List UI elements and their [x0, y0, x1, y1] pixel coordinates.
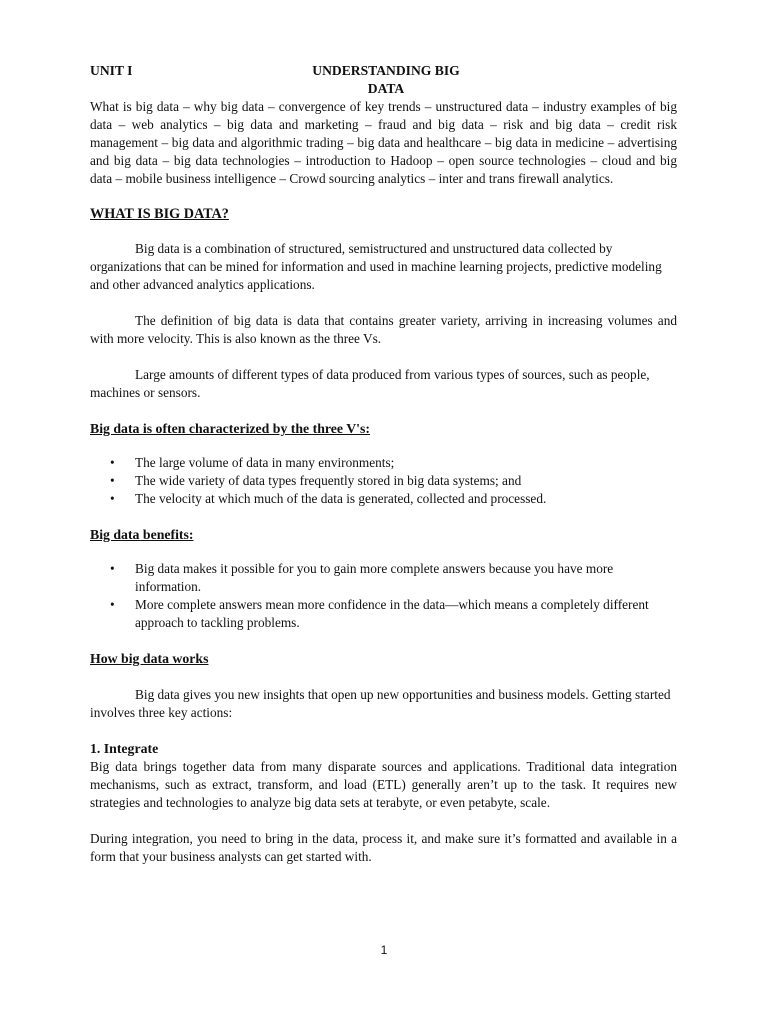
integrate-heading: 1. Integrate — [90, 741, 159, 756]
three-vs-list — [90, 454, 677, 508]
bullet-icon: • — [110, 455, 115, 470]
what-is-paragraph-1: Big data is a combination of structured, semistructured and unstructured data collected by organizations that can be mined for information and used in machine learning projects, predictive modeling and other advanced analytics applications. — [90, 241, 662, 292]
unit-header — [90, 62, 677, 96]
benefits-heading: Big data benefits: — [90, 527, 194, 542]
bullet-icon: • — [110, 473, 115, 488]
bullet-icon: • — [110, 491, 115, 506]
syllabus-paragraph: What is big data – why big data – convergence of key trends – unstructured data – industry examples of big data – web analytics – big data and marketing – fraud and big data – risk and big data – credit risk management – big data and algorithmic trading – big data and healthcare – big data in medicine – advertising and big data – big data technologies – introduction to Hadoop – open source technologies – cloud and big data – mobile business intelligence – Crowd sourcing analytics – inter and trans firewall analytics. — [90, 99, 677, 186]
how-works-intro: Big data gives you new insights that open up new opportunities and business models. Getting started involves three key actions: — [90, 687, 671, 720]
list-item: • The velocity at which much of the data is generated, collected and processed. — [110, 491, 547, 506]
list-item: • More complete answers mean more confidence in the data—which means a completely different approach to tackling problems. — [110, 597, 649, 630]
how-big-data-works-heading: How big data works — [90, 651, 209, 666]
what-is-big-data-heading: WHAT IS BIG DATA? — [90, 206, 229, 222]
document-page — [90, 62, 677, 866]
three-vs-heading: Big data is often characterized by the three V's: — [90, 421, 370, 436]
unit-title-line-2: DATA — [367, 81, 405, 96]
what-is-paragraph-3: Large amounts of different types of data produced from various types of sources, such as people, machines or sensors. — [90, 367, 650, 400]
unit-title — [276, 62, 496, 98]
integrate-paragraph-2: During integration, you need to bring in the data, process it, and make sure it’s formatted and available in a form that your business analysts can get started with. — [90, 831, 677, 864]
what-is-paragraph-2: The definition of big data is data that contains greater variety, arriving in increasing volumes and with more velocity. This is also known as the three Vs. — [90, 313, 677, 346]
unit-title-line-1: UNDERSTANDING BIG — [312, 63, 460, 78]
bullet-icon: • — [110, 597, 115, 612]
page-number: 1 — [380, 943, 388, 957]
bullet-icon: • — [110, 561, 115, 576]
integrate-paragraph-1: Big data brings together data from many disparate sources and applications. Traditional data integration mechanisms, such as extract, transform, and load (ETL) generally aren’t up to the task. It requires new strategies and technologies to analyze big data sets at terabyte, or even petabyte, scale. — [90, 759, 677, 810]
list-item: • The large volume of data in many environments; — [110, 455, 395, 470]
list-item: • The wide variety of data types frequently stored in big data systems; and — [110, 473, 522, 488]
benefits-list — [90, 560, 677, 632]
list-item: • Big data makes it possible for you to gain more complete answers because you have more information. — [110, 561, 614, 594]
unit-label: UNIT I — [90, 63, 133, 78]
